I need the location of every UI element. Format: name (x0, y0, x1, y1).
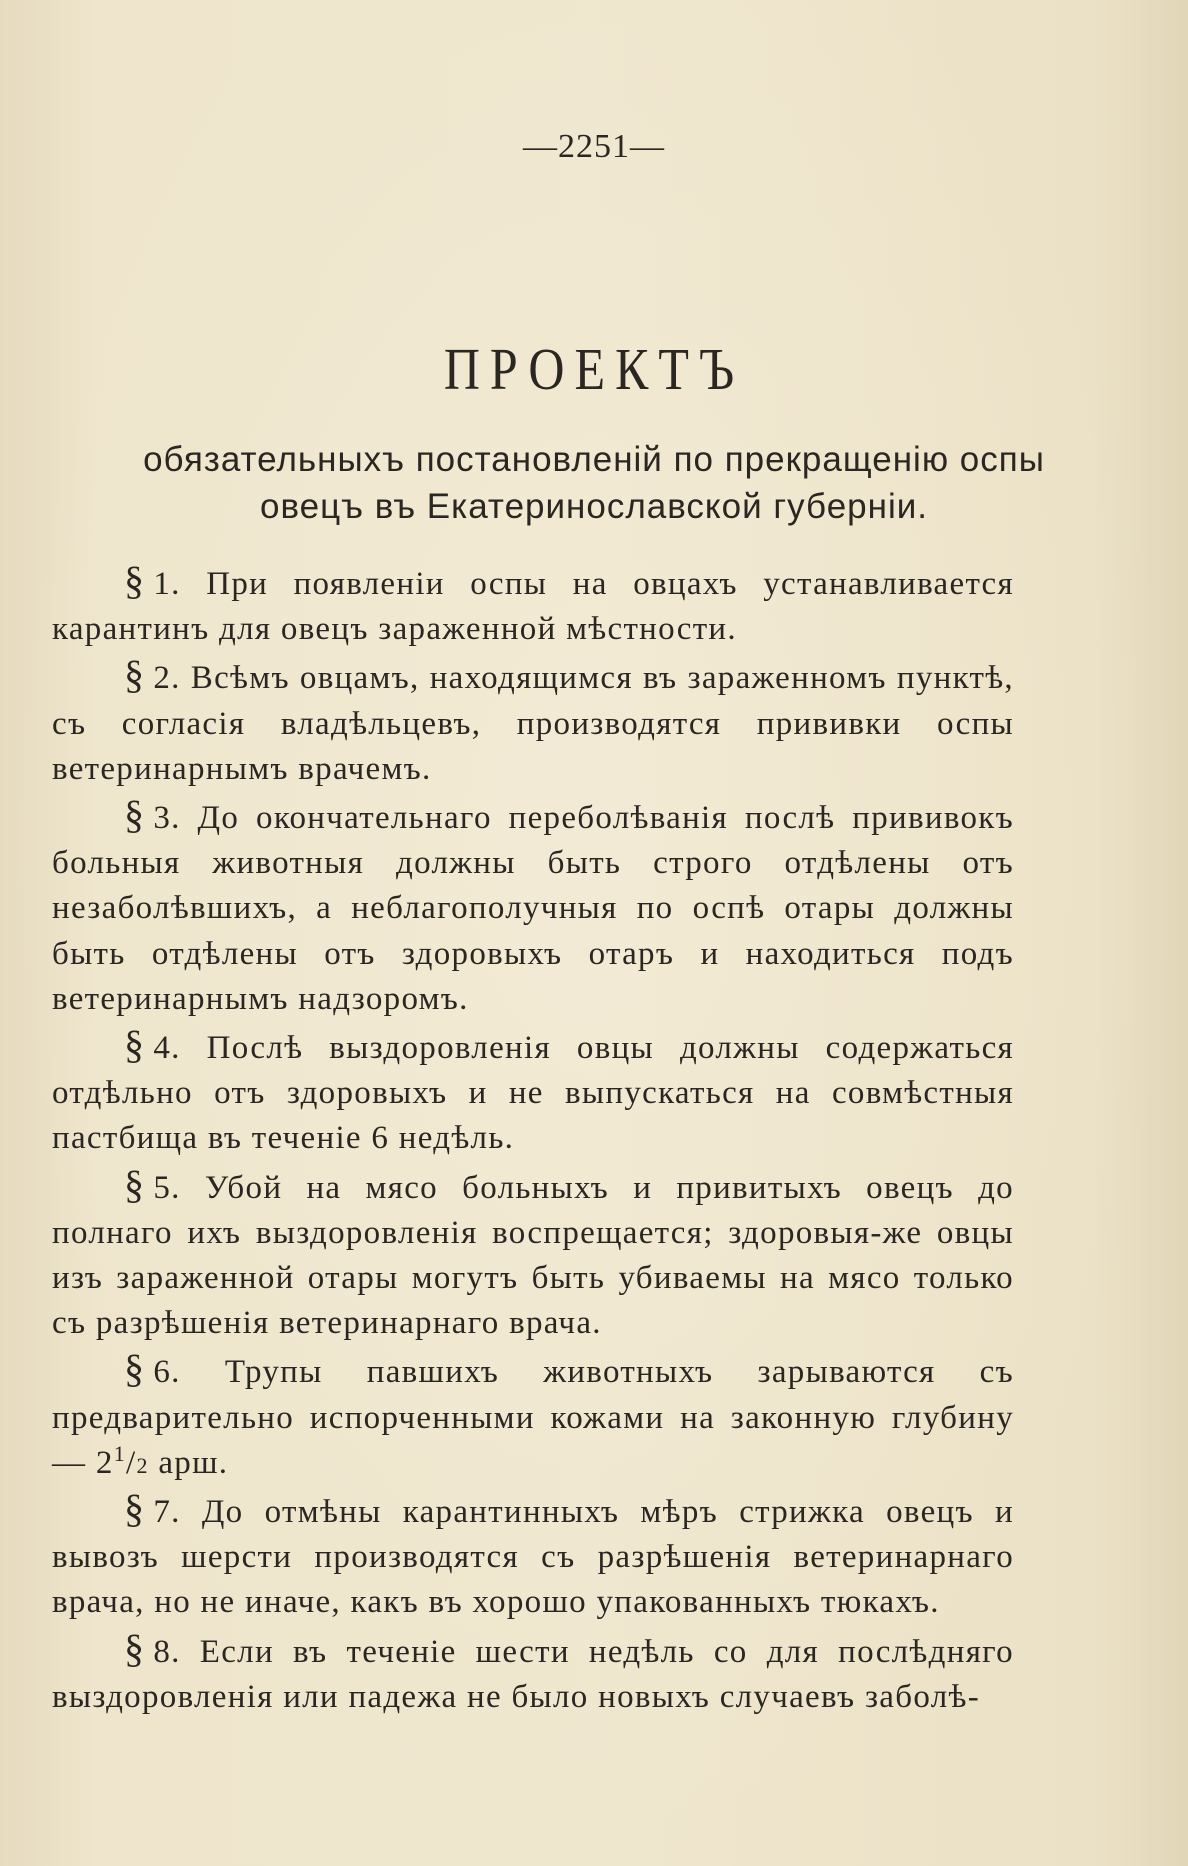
paragraph-number: 4. (153, 1030, 181, 1067)
section-symbol: § (124, 652, 146, 698)
document-body (52, 558, 1014, 1720)
paragraph-text: До отмѣны карантинныхъ мѣръ стрижка овецъ и вывозъ шерсти производятся съ разрѣшенія ветеринарнаго врача, но не иначе, какъ въ хорошо упакованныхъ тюкахъ. (52, 1494, 1014, 1621)
paragraph-text: При появленіи оспы на овцахъ устанавливается карантинъ для овецъ зараженной мѣстности. (52, 566, 1014, 648)
document-title: ПРОЕКТЪ (443, 335, 745, 403)
paragraph-3 (52, 792, 1014, 1022)
section-symbol: § (124, 558, 146, 603)
paragraph-number: 2. (153, 660, 181, 697)
fraction-whole: 2 (95, 1444, 114, 1481)
section-symbol: § (124, 792, 146, 838)
section-symbol: § (124, 1625, 146, 1671)
document-subtitle-line-2: овецъ въ Екатеринославской губерніи. (260, 487, 928, 526)
section-symbol: § (124, 1022, 146, 1068)
section-symbol: § (124, 1486, 146, 1532)
paragraph-text: Всѣмъ овцамъ, находящимся въ зараженномъ пунктѣ, съ согласія владѣльцевъ, производятся прививки оспы ветеринарнымъ врачемъ. (52, 660, 1014, 787)
paragraph-6 (52, 1346, 1014, 1486)
depth-fraction: $2^1/2$ (95, 1440, 149, 1481)
paragraph-text: Трупы павшихъ животныхъ зарываются съ предварительно испорченными кожами на законную глубину— (52, 1354, 1014, 1481)
paragraph-text: До окончательнаго переболѣванія послѣ прививокъ больныя животныя должны быть строго отдѣлены отъ незаболѣвшихъ, а неблагополучныя по оспѣ отары должны быть отдѣлены отъ здоровыхъ отаръ и находиться подъ ветеринарнымъ надзоромъ. (52, 800, 1014, 1017)
paragraph-8 (52, 1626, 1014, 1720)
paragraph-text: Если въ теченіе шести недѣль со для послѣдняго выздоровленія или падежа не было новыхъ случаевъ заболѣ- (52, 1633, 1014, 1715)
paragraph-number: 3. (153, 800, 181, 837)
paragraph-number: 7. (153, 1494, 181, 1531)
section-symbol: § (124, 1346, 146, 1392)
paragraph-number: 5. (153, 1169, 181, 1206)
paragraph-number: 8. (153, 1633, 181, 1670)
paragraph-4 (52, 1022, 1014, 1162)
paragraph-5 (52, 1162, 1014, 1347)
page-number: —2251— (523, 128, 665, 165)
fraction-numerator: 1 (113, 1440, 126, 1466)
section-symbol: § (124, 1161, 146, 1207)
document-subtitle-line-1: обязательныхъ постановленій по прекращенію оспы (143, 440, 1045, 479)
paragraph-number: 1. (153, 566, 181, 602)
paragraph-2 (52, 652, 1014, 792)
paragraph-1 (52, 558, 1014, 652)
paragraph-text: Послѣ выздоровленія овцы должны содержаться отдѣльно отъ здоровыхъ и не выпускаться на совмѣстныя пастбища въ теченіе 6 недѣль. (52, 1030, 1014, 1157)
paragraph-text: Убой на мясо больныхъ и привитыхъ овецъ до полнаго ихъ выздоровленія воспрещается; здоровыя-же овцы изъ зараженной отары могутъ быть убиваемы на мясо только съ разрѣшенія ветеринарнаго врача. (52, 1169, 1014, 1342)
paragraph-tail: арш. (158, 1444, 229, 1481)
paragraph-number: 6. (153, 1354, 181, 1391)
fraction-denominator: 2 (136, 1452, 149, 1478)
paragraph-7 (52, 1486, 1014, 1626)
